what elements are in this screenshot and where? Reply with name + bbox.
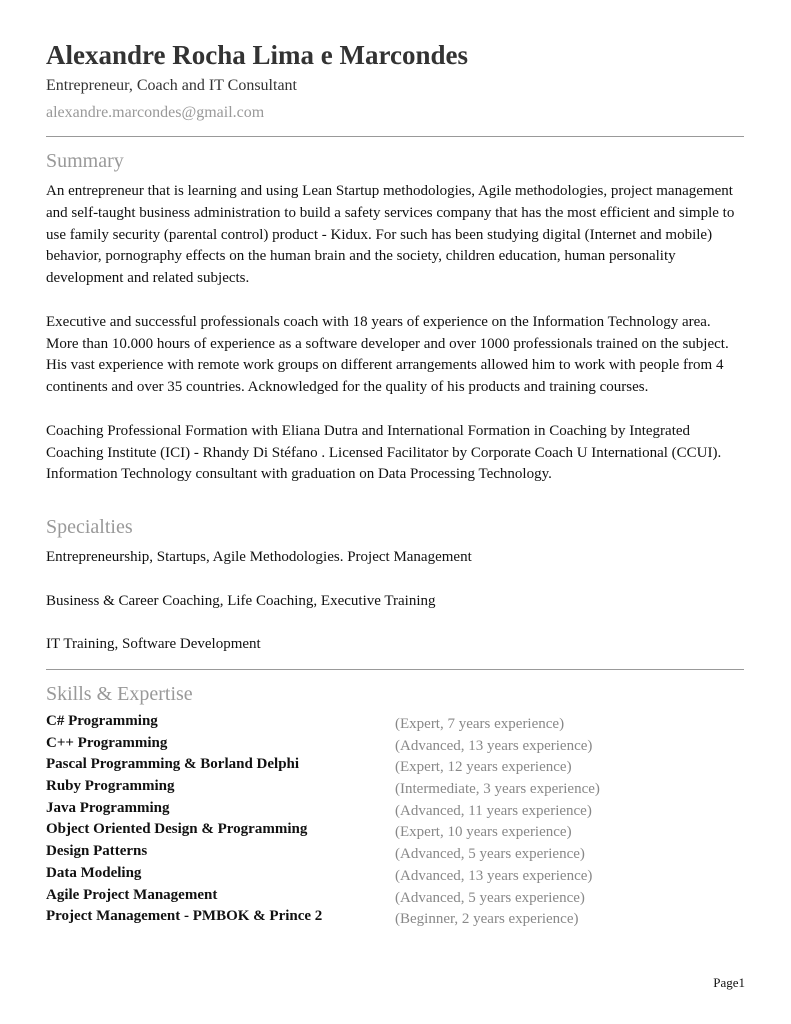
skill-name: C# Programming: [46, 713, 158, 729]
summary-paragraph: Executive and successful professionals coach with 18 years of experience on the Information Technology area. More than 10.000 hours of experience as a software developer and over 1000 professionals trained on the subject. His vast experience with remote work groups on different arrangements allowed him to work with people from 4 continents and over 35 countries. Acknowledged for the quality of his products and training courses.: [46, 313, 729, 396]
skill-row: [46, 908, 744, 930]
skill-row: [46, 843, 744, 865]
skill-name: Pascal Programming & Borland Delphi: [46, 756, 300, 773]
specialty-item: Entrepreneurship, Startups, Agile Methodologies. Project Management: [46, 549, 472, 565]
skill-level: (Beginner, 2 years experience): [395, 911, 579, 928]
specialty-item: Business & Career Coaching, Life Coaching, Executive Training: [46, 593, 436, 609]
header-divider: [46, 136, 744, 137]
skill-name: Project Management - PMBOK & Prince 2: [46, 908, 323, 925]
skill-level: (Advanced, 5 years experience): [395, 846, 585, 863]
skill-level: (Expert, 12 years experience): [395, 759, 572, 776]
person-name: Alexandre Rocha Lima e Marcondes: [46, 40, 468, 70]
skill-name: Agile Project Management: [46, 886, 218, 903]
skill-name: C++ Programming: [46, 734, 168, 751]
skill-level: (Advanced, 5 years experience): [395, 889, 585, 906]
skill-name: Object Oriented Design & Programming: [46, 821, 308, 838]
skill-row: [46, 778, 744, 800]
skill-name: Ruby Programming: [46, 778, 175, 795]
skill-level: (Advanced, 11 years experience): [395, 802, 592, 819]
skill-name: Data Modeling: [46, 864, 142, 881]
skill-row: [46, 821, 744, 843]
skills-list: [46, 713, 744, 930]
skill-row: [46, 800, 744, 822]
summary-paragraph: An entrepreneur that is learning and using Lean Startup methodologies, Agile methodologies, project management and self-taught business administration to build a safety services company that has the most efficient and simple to use family security (parental control) product - Kidux. For such has been studying digital (Internet and mobile) behavior, pornography effects on the human brain and the society, children education, human personality development and related subjects.: [46, 183, 735, 287]
person-email: alexandre.marcondes@gmail.com: [46, 104, 265, 121]
skill-row: [46, 713, 744, 735]
specialty-item: IT Training, Software Development: [46, 636, 261, 652]
skill-row: [46, 887, 744, 909]
skill-row: [46, 865, 744, 887]
specialties-divider: [46, 669, 744, 670]
skill-row: [46, 735, 744, 757]
summary-body: [46, 181, 744, 486]
summary-paragraph: Coaching Professional Formation with Eliana Dutra and International Formation in Coaching by Integrated Coaching Institute (ICI) - Rhandy Di Stéfano . Licensed Facilitator by Corporate Coach U International (CCUI). Information Technology consultant with graduation on Data Processing Technology.: [46, 422, 722, 483]
skill-level: (Advanced, 13 years experience): [395, 737, 593, 754]
page-number: Page1: [713, 975, 745, 990]
skills-title: Skills & Expertise: [46, 683, 193, 705]
skill-name: Java Programming: [46, 799, 170, 816]
skill-level: (Expert, 10 years experience): [395, 824, 572, 841]
summary-title: Summary: [46, 150, 124, 172]
skill-level: (Advanced, 13 years experience): [395, 867, 593, 884]
person-headline: Entrepreneur, Coach and IT Consultant: [46, 77, 297, 94]
specialties-title: Specialties: [46, 516, 133, 538]
skill-name: Design Patterns: [46, 843, 148, 860]
skill-row: [46, 756, 744, 778]
skill-level: (Intermediate, 3 years experience): [395, 781, 600, 798]
skill-level: (Expert, 7 years experience): [395, 716, 565, 732]
